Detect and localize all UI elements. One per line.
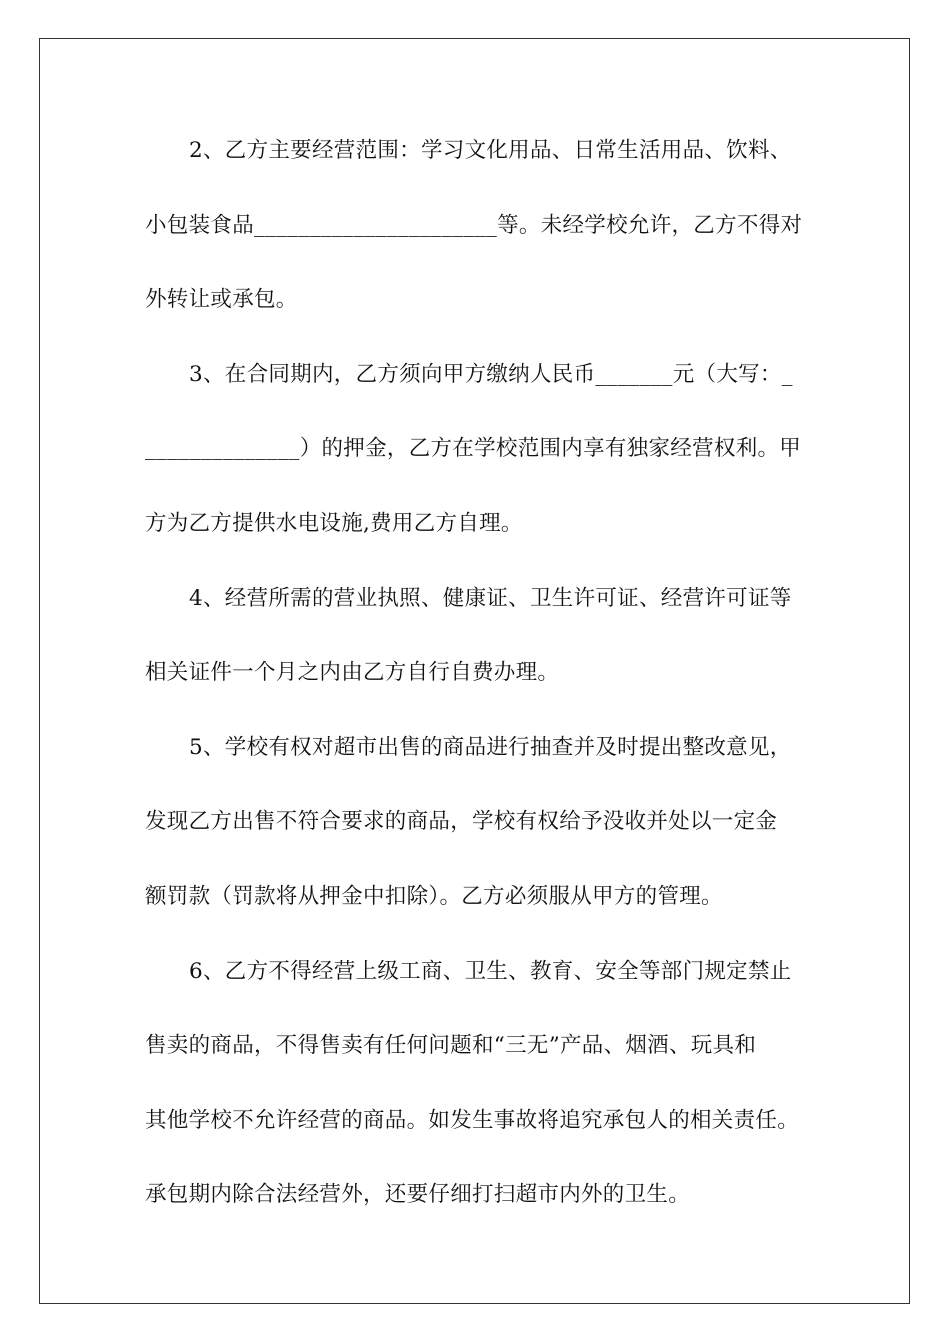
clause-5-line-2: 发现乙方出售不符合要求的商品，学校有权给予没收并处以一定金 [145,809,778,835]
clause-3-line-3: 方为乙方提供水电设施,费用乙方自理。 [145,510,523,536]
clause-5-line-1: 5、学校有权对超市出售的商品进行抽查并及时提出整改意见， [189,734,792,760]
clause-3-line-1: 3、在合同期内，乙方须向甲方缴纳人民币_______元（大写：_ [189,361,793,387]
clause-3-line-2: ______________）的押金，乙方在学校范围内享有独家经营权利。甲 [145,436,802,462]
clause-6-line-3: 其他学校不允许经营的商品。如发生事故将追究承包人的相关责任。 [145,1107,800,1133]
clause-2-line-2: 小包装食品______________________等。未经学校允许，乙方不得对 [145,212,803,238]
document-body [145,129,815,1248]
clause-2-line-3: 外转让或承包。 [145,287,298,313]
clause-6-line-4: 承包期内除合法经营外，还要仔细打扫超市内外的卫生。 [145,1182,691,1208]
clause-6-line-1: 6、乙方不得经营上级工商、卫生、教育、安全等部门规定禁止 [189,958,792,984]
clause-5-line-3: 额罚款（罚款将从押金中扣除）。乙方必须服从甲方的管理。 [145,883,723,909]
clause-4-line-1: 4、经营所需的营业执照、健康证、卫生许可证、经营许可证等 [189,585,792,611]
clause-4-line-2: 相关证件一个月之内由乙方自行自费办理。 [145,660,560,686]
clause-2-line-1: 2、乙方主要经营范围：学习文化用品、日常生活用品、饮料、 [189,138,792,163]
clause-6-line-2: 售卖的商品，不得售卖有任何问题和“三无”产品、烟酒、玩具和 [145,1033,757,1059]
